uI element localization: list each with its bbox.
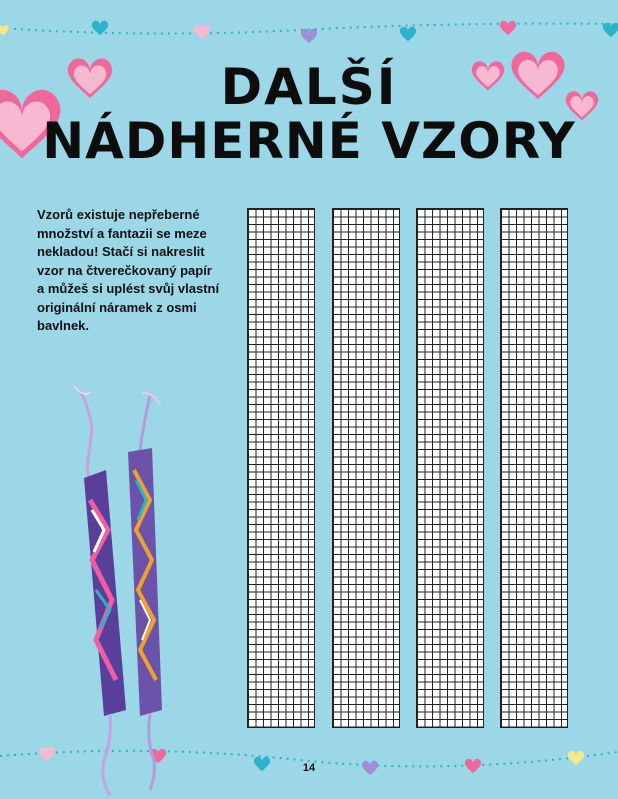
pattern-grid-4 xyxy=(500,208,568,728)
page-title-line1: DALŠÍ xyxy=(220,58,398,116)
heart-icon xyxy=(400,27,416,41)
heart-icon xyxy=(0,25,9,36)
intro-line: a můžeš si uplést svůj vlastní xyxy=(37,281,220,296)
intro-line: vzor na čtverečkovaný papír xyxy=(37,262,212,278)
intro-line: bavlnek. xyxy=(37,318,90,333)
intro-line: nekladou! Stačí si nakreslit xyxy=(37,244,205,259)
pattern-grid-3 xyxy=(416,208,484,728)
page-title-line2: NÁDHERNÉ VZORY xyxy=(42,112,576,170)
page-number: 14 xyxy=(302,762,316,774)
heart-icon xyxy=(194,25,210,39)
intro-line: Vzorů existuje nepřeberné xyxy=(37,207,200,222)
bracelet-illustration xyxy=(128,393,162,790)
pattern-grid-1 xyxy=(247,208,315,728)
heart-icon xyxy=(39,747,55,761)
intro-line: množství a fantazii se meze xyxy=(37,225,207,241)
heart-icon xyxy=(301,29,317,43)
bracelet-illustration xyxy=(74,386,126,795)
intro-paragraph xyxy=(37,206,237,336)
pattern-grid-2 xyxy=(332,208,400,728)
heart-icon xyxy=(500,21,516,35)
intro-line: originální náramek z osmi xyxy=(37,299,197,315)
